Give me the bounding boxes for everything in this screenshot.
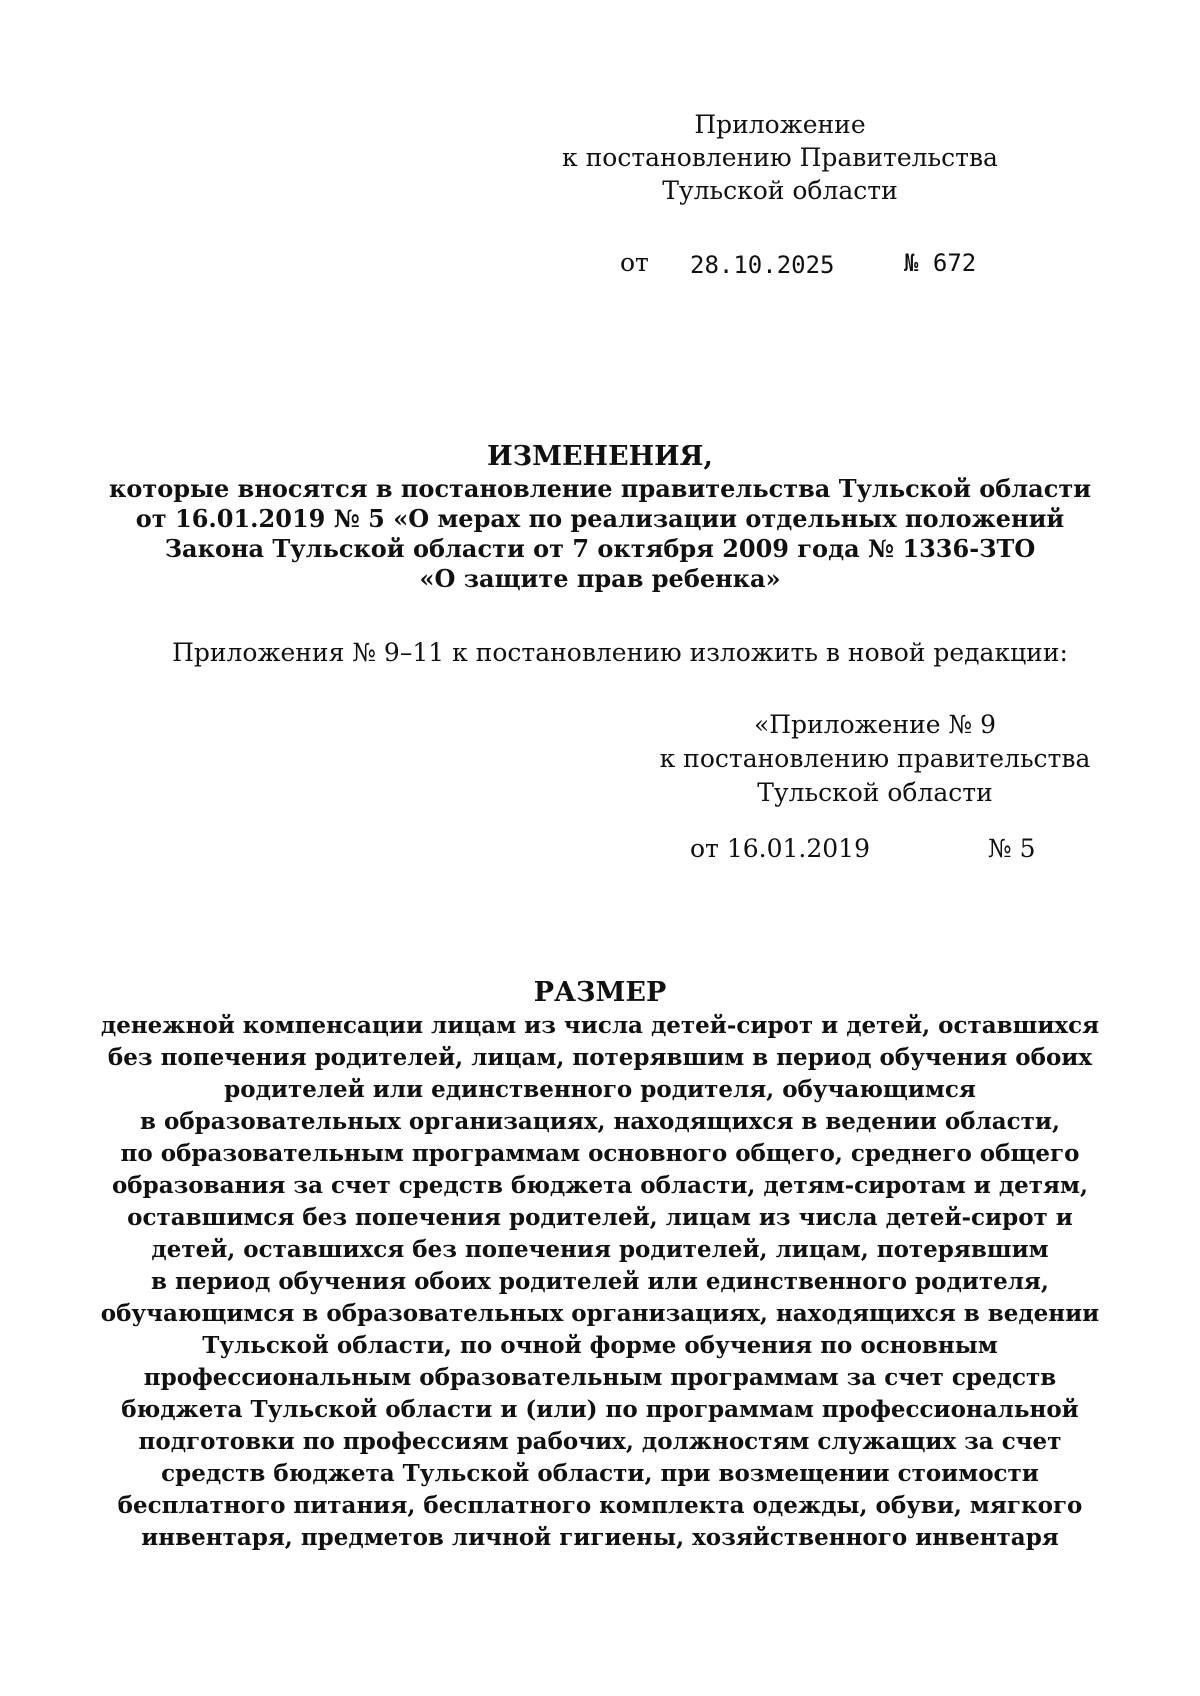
- appendix-header: [560, 108, 1000, 207]
- changes-subtitle-line: которые вносятся в постановление правительства Тульской области: [108, 474, 1092, 503]
- size-body-line: бюджета Тульской области и (или) по программам профессиональной: [121, 1396, 1079, 1423]
- size-title: РАЗМЕР: [533, 977, 667, 1008]
- inner-appendix-header: [650, 708, 1100, 810]
- appendix-date-label: от: [620, 248, 649, 277]
- size-body-line: профессиональным образовательным программам за счет средств: [143, 1364, 1057, 1391]
- size-body: [0, 1010, 1200, 1554]
- size-body-line: Тульской области, по очной форме обучения по основным: [202, 1332, 998, 1359]
- changes-subtitle-line: «О защите прав ребенка»: [419, 564, 781, 593]
- size-body-line: в период обучения обоих родителей или единственного родителя,: [151, 1268, 1049, 1295]
- appendix-number: № 672: [904, 249, 977, 277]
- inner-appendix-date: от 16.01.2019: [690, 834, 870, 863]
- inner-appendix-line: Тульской области: [757, 778, 993, 807]
- changes-subtitle-line: от 16.01.2019 № 5 «О мерах по реализации отдельных положений: [135, 504, 1065, 533]
- size-body-line: средств бюджета Тульской области, при возмещении стоимости: [161, 1460, 1039, 1487]
- size-body-line: бесплатного питания, бесплатного комплекта одежды, обуви, мягкого: [117, 1492, 1083, 1519]
- size-body-line: детей, оставшихся без попечения родителей, лицам, потерявшим: [151, 1236, 1049, 1263]
- appendix-date: 28.10.2025: [690, 251, 835, 279]
- changes-subtitle-line: Закона Тульской области от 7 октября 2009 года № 1336-ЗТО: [164, 534, 1036, 563]
- size-body-line: без попечения родителей, лицам, потерявшим в период обучения обоих: [107, 1044, 1093, 1071]
- size-body-line: денежной компенсации лицам из числа детей-сирот и детей, оставшихся: [100, 1012, 1100, 1039]
- size-body-line: по образовательным программам основного общего, среднего общего: [120, 1140, 1080, 1167]
- size-body-line: обучающимся в образовательных организациях, находящихся в ведении: [100, 1300, 1100, 1327]
- inner-appendix-number: № 5: [988, 834, 1036, 863]
- size-body-line: образования за счет средств бюджета области, детям-сиротам и детям,: [111, 1172, 1089, 1199]
- inner-appendix-line: «Приложение № 9: [753, 710, 997, 739]
- inner-appendix-line: к постановлению правительства: [659, 744, 1091, 773]
- appendix-header-line: Тульской области: [662, 176, 898, 205]
- size-body-line: в образовательных организациях, находящихся в ведении области,: [140, 1108, 1060, 1135]
- appendix-header-line: Приложение: [694, 110, 866, 139]
- size-body-line: оставшимся без попечения родителей, лицам из числа детей-сирот и: [127, 1204, 1073, 1231]
- changes-subtitle: [0, 474, 1200, 594]
- size-body-line: подготовки по профессиям рабочих, должностям служащих за счет: [138, 1428, 1062, 1455]
- appendix-header-line: к постановлению Правительства: [562, 143, 998, 172]
- intro-paragraph: Приложения № 9–11 к постановлению изложить в новой редакции:: [172, 638, 1068, 667]
- changes-title: ИЗМЕНЕНИЯ,: [487, 441, 713, 472]
- size-body-line: родителей или единственного родителя, обучающимся: [224, 1076, 976, 1103]
- size-body-line: инвентаря, предметов личной гигиены, хозяйственного инвентаря: [141, 1524, 1059, 1551]
